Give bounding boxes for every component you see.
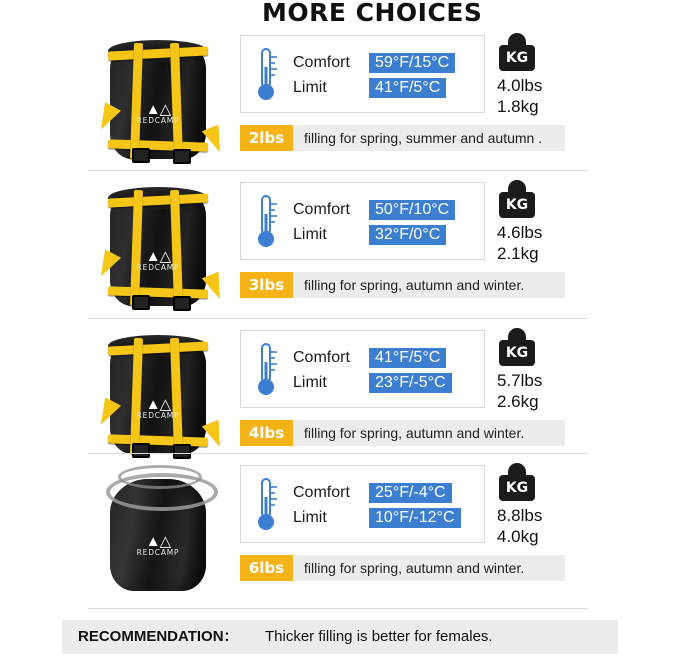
filling-weight: 2lbs — [240, 125, 293, 151]
page-title: MORE CHOICES — [262, 0, 483, 27]
brand-name: REDCAMP — [136, 116, 180, 125]
mountain-logo-icon: ▲△ — [145, 396, 171, 413]
kg-badge: KG — [499, 475, 535, 501]
weight-kg: 2.6kg — [497, 392, 539, 411]
kg-badge: KG — [499, 45, 535, 71]
temperature-values — [293, 480, 461, 530]
thermometer-icon — [251, 192, 281, 252]
filling-weight: 6lbs — [240, 555, 293, 581]
brand-logo — [122, 535, 194, 557]
recommendation-bar — [62, 620, 618, 654]
product-row — [0, 455, 679, 602]
buckle-right — [173, 296, 191, 311]
kg-weight-icon — [499, 463, 537, 505]
limit-label: Limit — [293, 508, 327, 526]
comfort-value: 41°F/5°C — [369, 348, 446, 368]
comfort-label: Comfort — [293, 53, 350, 71]
mountain-logo-icon: ▲△ — [145, 101, 171, 118]
filling-bar — [240, 125, 565, 151]
limit-value: 23°F/-5°C — [369, 373, 452, 393]
comfort-value: 59°F/15°C — [369, 53, 455, 73]
product-row — [0, 25, 679, 172]
limit-value: 41°F/5°C — [369, 78, 446, 98]
thermometer-icon — [251, 45, 281, 105]
weight-kg: 2.1kg — [497, 244, 539, 263]
filling-weight: 3lbs — [240, 272, 293, 298]
comfort-line — [293, 197, 455, 222]
comfort-line — [293, 480, 461, 505]
weight-block — [497, 328, 607, 412]
weight-lbs: 4.6lbs — [497, 223, 543, 242]
temperature-card — [240, 35, 485, 113]
comfort-line — [293, 50, 455, 75]
filling-description: filling for spring, summer and autumn . — [304, 130, 543, 146]
filling-description: filling for spring, autumn and winter. — [304, 277, 525, 293]
buckle-right — [173, 149, 191, 164]
product-image — [88, 31, 228, 171]
weight-lbs: 8.8lbs — [497, 506, 543, 525]
row-divider — [88, 170, 588, 171]
weight-block — [497, 463, 607, 547]
limit-line — [293, 505, 461, 530]
weight-lbs: 4.0lbs — [497, 76, 543, 95]
weight-kg: 1.8kg — [497, 97, 539, 116]
limit-label: Limit — [293, 373, 327, 391]
temperature-values — [293, 197, 455, 247]
row-divider — [88, 453, 588, 454]
comfort-label: Comfort — [293, 483, 350, 501]
recommendation-label: RECOMMENDATION： — [78, 628, 239, 645]
mountain-logo-icon: ▲△ — [145, 248, 171, 265]
temperature-card — [240, 330, 485, 408]
thermometer-icon — [251, 475, 281, 535]
limit-value: 10°F/-12°C — [369, 508, 461, 528]
limit-line — [293, 370, 452, 395]
temperature-card — [240, 465, 485, 543]
product-image — [88, 178, 228, 318]
limit-line — [293, 222, 455, 247]
buckle-left — [132, 295, 150, 310]
brand-name: REDCAMP — [136, 411, 180, 420]
row-divider — [88, 318, 588, 319]
comfort-value: 50°F/10°C — [369, 200, 455, 220]
filling-description: filling for spring, autumn and winter. — [304, 425, 525, 441]
filling-bar — [240, 272, 565, 298]
weight-kg: 4.0kg — [497, 527, 539, 546]
kg-weight-icon — [499, 33, 537, 75]
recommendation-text: Thicker filling is better for females. — [265, 628, 493, 645]
comfort-value: 25°F/-4°C — [369, 483, 452, 503]
filling-bar — [240, 420, 565, 446]
kg-weight-icon — [499, 328, 537, 370]
product-image — [88, 463, 228, 608]
limit-line — [293, 75, 455, 100]
temperature-values — [293, 50, 455, 100]
brand-logo — [122, 398, 194, 420]
thermometer-icon — [251, 340, 281, 400]
filling-description: filling for spring, autumn and winter. — [304, 560, 525, 576]
product-image — [88, 326, 228, 466]
brand-logo — [122, 250, 194, 272]
brand-name: REDCAMP — [136, 263, 180, 272]
mountain-logo-icon: ▲△ — [145, 533, 171, 550]
kg-weight-icon — [499, 180, 537, 222]
brand-name: REDCAMP — [136, 548, 180, 557]
comfort-label: Comfort — [293, 200, 350, 218]
limit-label: Limit — [293, 78, 327, 96]
comfort-label: Comfort — [293, 348, 350, 366]
kg-badge: KG — [499, 340, 535, 366]
brand-logo — [122, 103, 194, 125]
weight-block — [497, 180, 607, 264]
cinch-cord-inner — [118, 465, 202, 489]
buckle-left — [132, 148, 150, 163]
temperature-values — [293, 345, 452, 395]
product-row — [0, 320, 679, 467]
filling-bar — [240, 555, 565, 581]
limit-value: 32°F/0°C — [369, 225, 446, 245]
limit-label: Limit — [293, 225, 327, 243]
weight-block — [497, 33, 607, 117]
row-divider — [88, 608, 588, 609]
filling-weight: 4lbs — [240, 420, 293, 446]
weight-lbs: 5.7lbs — [497, 371, 543, 390]
comfort-line — [293, 345, 452, 370]
temperature-card — [240, 182, 485, 260]
product-row — [0, 172, 679, 319]
kg-badge: KG — [499, 192, 535, 218]
